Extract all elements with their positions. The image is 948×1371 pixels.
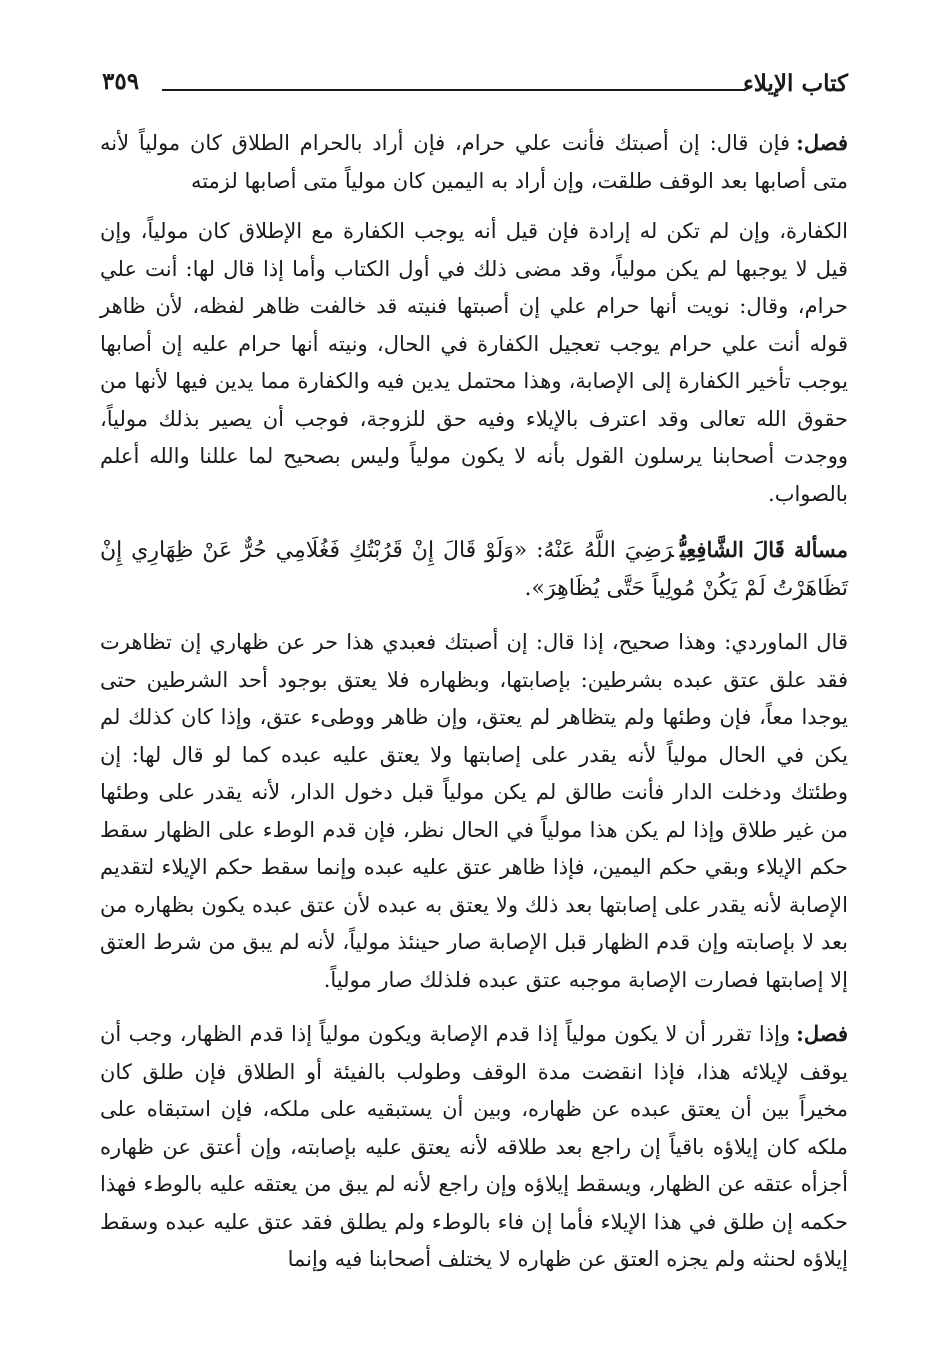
document-page xyxy=(100,58,848,1279)
running-header xyxy=(100,58,848,98)
page-number: ٣٥٩ xyxy=(102,68,140,95)
paragraph-fasl-2 xyxy=(100,1015,848,1279)
book-title: كتاب الإيلاء xyxy=(742,70,848,97)
section-label: فصل: xyxy=(796,1021,848,1046)
paragraph-text: وإذا تقرر أن لا يكون مولياً إذا قدم الإصابة ويكون مولياً إذا قدم الظهار، وجب أن يوقف لإيلائه هذا، فإذا انقضت مدة الوقف وطولب بالفيئة أو الطلاق فإن طلق كان مخيراً بين أن يعتق عبده عن ظهاره، وبين أن يستبقيه على ملكه، فإن استبقاه على ملكه كان إيلاؤه باقياً إن راجع بعد طلاقه لأنه يعتق عليه بإصابته، وإن أعتق عن ظهاره أجزأه عتقه عن الظهار، ويسقط إيلاؤه وإن راجع لأنه لم يبق من يعتقه عليه بالوطء فهذا حكمه إن طلق في هذا الإيلاء فأما إن فاء بالوطء ولم يطلق فقد عتق عليه عبده وسقط إيلاؤه لحنثه ولم يجزه العتق عن ظهاره لا يختلف أصحابنا فيه وإنما xyxy=(100,1022,848,1271)
paragraph-text: فإن قال: إن أصبتك فأنت علي حرام، فإن أراد بالحرام الطلاق كان مولياً لأنه متى أصابها بعد الوقف طلقت، وإن أراد به اليمين كان مولياً متى أصابها لزمته xyxy=(100,131,848,193)
paragraph-text: الكفارة، وإن لم تكن له إرادة فإن قيل أنه يوجب الكفارة مع الإطلاق كان مولياً، وإن قيل لا يوجبها لم يكن مولياً، وقد مضى ذلك في أول الكتاب وأما إذا قال لها: أنت علي حرام، وقال: نويت أنها حرام علي إن أصبتها فنيته قد خالفت ظاهر لفظه، لأن ظاهر قوله أنت علي حرام يوجب تعجيل الكفارة في الحال، ونيته أنها حرام عليه إن أصابها يوجب تأخير الكفارة إلى الإصابة، وهذا محتمل يدين فيه والكفارة مما يدين فيها لأنها من حقوق الله تعالى وقد اعترف بالإيلاء وفيه حق للزوجة، فوجب أن يصير بذلك مولياً، ووجدت أصحابنا يرسلون القول بأنه لا يكون مولياً وليس بصحيح لما عللنا والله أعلم بالصواب. xyxy=(100,219,848,506)
paragraph-masala xyxy=(100,531,848,607)
paragraph-continuation xyxy=(100,213,848,513)
section-label: فصل: xyxy=(796,130,848,155)
paragraph-fasl-1 xyxy=(100,124,848,200)
header-rule xyxy=(162,89,746,91)
paragraph-mawardi xyxy=(100,624,848,999)
shafii-quote: رَضِيَ اللَّهُ عَنْهُ: «وَلَوْ قَالَ إِنْ قَرُبْتُكِ فَغُلَامِي حُرٌّ عَنْ ظِهَارِي إِنْ تَظَاهَرْتُ لَمْ يَكُنْ مُولِياً حَتَّى يُظَاهِرَ». xyxy=(100,538,848,601)
masala-heading: مسألة قَالَ الشَّافِعِيُّ xyxy=(679,537,848,562)
paragraph-text: قال الماوردي: وهذا صحيح، إذا قال: إن أصبتك فعبدي هذا حر عن ظهاري إن تظاهرت فقد علق عتق عبده بشرطين: بإصابتها، وبظهاره فلا يعتق بوجود أحد الشرطين حتى يوجدا معاً، فإن وطئها ولم يتظاهر لم يعتق، وإن ظاهر ووطىء عتق، وإذا كان كذلك لم يكن في الحال مولياً لأنه يقدر على إصابتها ولا يعتق عليه عبده كما لو قال لها: إن وطئتك ودخلت الدار فأنت طالق لم يكن مولياً قبل دخول الدار، لأنه يقدر على وطئها من غير طلاق وإذا لم يكن هذا مولياً في الحال نظر، فإن قدم الوطء على الظهار سقط حكم الإيلاء وبقي حكم اليمين، فإذا ظاهر عتق عليه عبده وإنما سقط حكم الإيلاء لتقديم الإصابة لأنه يقدر على إصابتها بعد ذلك ولا يعتق به عبده لأن عتق عبده يكون بظهاره من بعد لا بإصابته وإن قدم الظهار قبل الإصابة صار حينئذ مولياً، لأنه لم يبق من شرط العتق إلا إصابتها فصارت الإصابة موجبه عتق عبده فلذلك صار مولياً. xyxy=(100,630,848,992)
